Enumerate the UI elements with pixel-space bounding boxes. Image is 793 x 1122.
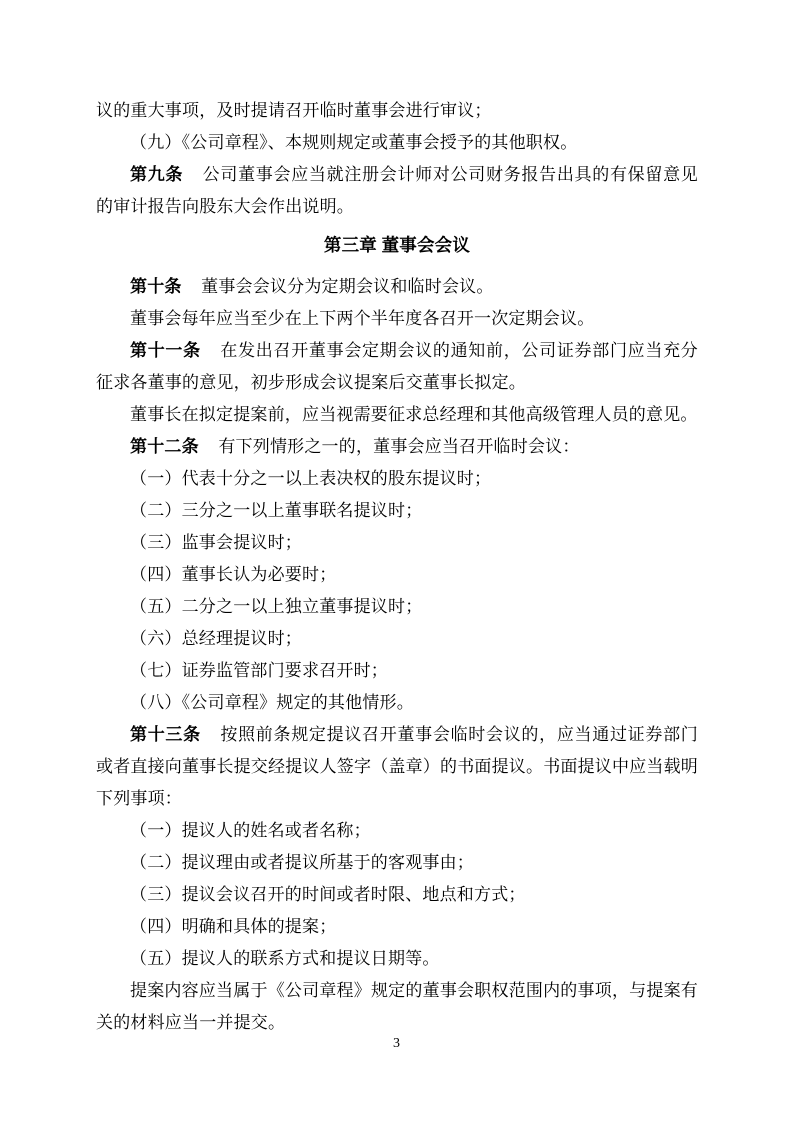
article-paragraph [96,271,698,303]
paragraph-text: 议的重大事项，及时提请召开临时董事会进行审议； [96,101,492,120]
body-paragraph [96,527,698,559]
paragraph-text: （五）二分之一以上独立董事提议时； [130,597,423,616]
article-paragraph [96,335,698,399]
paragraph-text: 有下列情形之一的，董事会应当召开临时会议： [218,437,580,456]
body-paragraph [96,399,698,431]
paragraph-text: （一）提议人的姓名或者名称； [130,821,371,840]
paragraph-text: 董事会每年应当至少在上下两个半年度各召开一次定期会议。 [130,309,595,328]
paragraph-text: 董事长在拟定提案前，应当视需要征求总经理和其他高级管理人员的意见。 [130,405,698,424]
paragraph-text: 董事会会议分为定期会议和临时会议。 [201,277,494,296]
document-content [96,95,698,1039]
body-paragraph [96,95,698,127]
body-paragraph [96,559,698,591]
article-paragraph [96,159,698,223]
body-paragraph [96,495,698,527]
body-paragraph [96,975,698,1039]
paragraph-text: （二）提议理由或者提议所基于的客观事由； [130,853,474,872]
page-number: 3 [393,1036,400,1051]
body-paragraph [96,463,698,495]
article-paragraph [96,719,698,815]
paragraph-text: （七）证券监管部门要求召开时； [130,661,388,680]
paragraph-text: （四）董事长认为必要时； [130,565,337,584]
paragraph-text: （六）总经理提议时； [130,629,302,648]
article-paragraph [96,431,698,463]
body-paragraph [96,847,698,879]
paragraph-text: （五）提议人的联系方式和提议日期等。 [130,949,440,968]
paragraph-text: （一）代表十分之一以上表决权的股东提议时； [130,469,492,488]
body-paragraph [96,687,698,719]
article-number-label: 第十二条 [130,437,199,456]
paragraph-text: （八）《公司章程》规定的其他情形。 [130,693,414,712]
paragraph-text: 提案内容应当属于《公司章程》规定的董事会职权范围内的事项，与提案有关的材料应当一并提交。 [96,981,698,1032]
paragraph-text: （三）提议会议召开的时间或者时限、地点和方式； [130,885,526,904]
article-number-label: 第十一条 [130,341,201,360]
chapter-heading-text: 第三章 董事会会议 [323,235,471,255]
body-paragraph [96,879,698,911]
body-paragraph [96,815,698,847]
page-footer [0,1034,793,1054]
paragraph-text: （三）监事会提议时； [130,533,302,552]
paragraph-text: （九）《公司章程》、本规则规定或董事会授予的其他职权。 [130,133,578,152]
article-number-label: 第九条 [130,165,184,184]
body-paragraph [96,911,698,943]
article-number-label: 第十条 [130,277,182,296]
article-number-label: 第十三条 [130,725,201,744]
chapter-heading [96,229,698,261]
paragraph-text: （四）明确和具体的提案； [130,917,337,936]
body-paragraph [96,303,698,335]
paragraph-text: 公司董事会应当就注册会计师对公司财务报告出具的有保留意见的审计报告向股东大会作出说明。 [96,165,698,216]
body-paragraph [96,591,698,623]
body-paragraph [96,655,698,687]
paragraph-text: 在发出召开董事会定期会议的通知前，公司证券部门应当充分征求各董事的意见，初步形成会议提案后交董事长拟定。 [96,341,698,392]
body-paragraph [96,943,698,975]
paragraph-text: （二）三分之一以上董事联名提议时； [130,501,423,520]
paragraph-text: 按照前条规定提议召开董事会临时会议的，应当通过证券部门或者直接向董事长提交经提议人签字（盖章）的书面提议。书面提议中应当载明下列事项： [96,725,698,808]
body-paragraph [96,127,698,159]
body-paragraph [96,623,698,655]
